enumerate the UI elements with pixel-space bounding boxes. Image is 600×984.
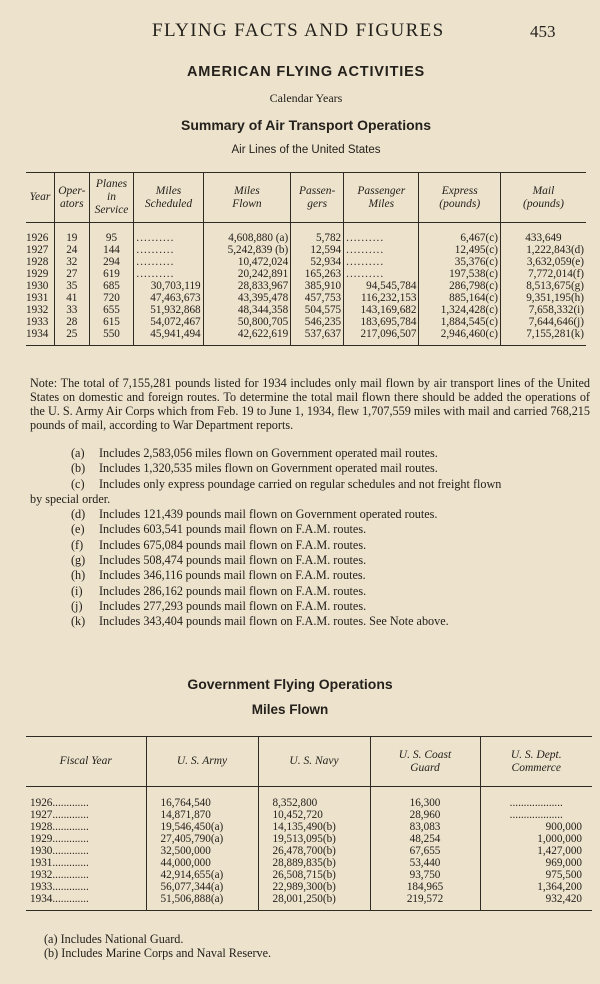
- gov-section-subtitle: Miles Flown: [251, 702, 329, 717]
- header-miles-flown: Miles Flown: [203, 173, 291, 223]
- header-mail: Mail (pounds): [500, 173, 586, 223]
- table-row: 1932 33 655 51,932,868 48,344,358 504,575 143,169,682 1,324,428(c) 7,658,332(i): [26, 303, 584, 316]
- mail-note: [30, 376, 590, 432]
- header-passengers: Passen- gers: [291, 173, 344, 223]
- header-year: Year: [26, 173, 55, 223]
- footnote: (j) Includes 277,293 pounds mail flown on F.A.M. routes.: [71, 598, 367, 613]
- subtitle: Calendar Years: [269, 91, 343, 105]
- table-row: 1934 25 550 45,941,494 42,622,619 537,637 217,096,507 2,946,460(c) 7,155,281(k): [26, 328, 586, 346]
- note-label: Note:: [30, 376, 58, 390]
- gov-table-footnotes: [44, 932, 271, 960]
- table-row: 1929 27 619 .......... 20,242,891 165,263 .......... 197,538(c) 7,772,014(f): [26, 267, 584, 280]
- table-row: 1930 35 685 30,703,119 28,833,967 385,910 94,545,784 286,798(c) 8,513,675(g): [26, 279, 584, 292]
- main-title: AMERICAN FLYING ACTIVITIES: [186, 64, 426, 80]
- table-row: 1933............. 56,077,344(a) 22,989,300(b) 184,965 1,364,200: [26, 881, 592, 893]
- table-row: 1929............. 27,405,790(a) 19,513,095(b) 48,254 1,000,000: [26, 833, 592, 845]
- header-army: U. S. Army: [146, 737, 258, 787]
- table-row: 1931 41 720 47,463,673 43,395,478 457,753 116,232,153 885,164(c) 9,351,195(h): [26, 291, 584, 304]
- footnote: (k) Includes 343,404 pounds mail flown on F.A.M. routes. See Note above.: [71, 614, 449, 629]
- footnote: (g) Includes 508,474 pounds mail flown on F.A.M. routes.: [71, 553, 367, 568]
- header-commerce: U. S. Dept. Commerce: [480, 737, 592, 787]
- footnote: (f) Includes 675,084 pounds mail flown on F.A.M. routes.: [71, 537, 367, 552]
- government-flying-table: [26, 736, 592, 911]
- footnote: (b) Includes Marine Corps and Naval Reserve.: [44, 946, 272, 960]
- section-title: Summary of Air Transport Operations: [181, 117, 431, 133]
- page-number: 453: [530, 22, 556, 41]
- footnote: (a) Includes 2,583,056 miles flown on Government operated mail routes.: [71, 446, 438, 460]
- footnote: (e) Includes 603,541 pounds mail flown on F.A.M. routes.: [71, 522, 367, 537]
- table-row: 1928............. 19,546,450(a) 14,135,490(b) 83,083 900,000: [26, 821, 592, 833]
- air-transport-table: [26, 172, 586, 346]
- table-row: 1934............. 51,506,888(a) 28,001,250(b) 219,572 932,420: [26, 893, 592, 911]
- header-navy: U. S. Navy: [258, 737, 370, 787]
- table-row: 1926............. 16,764,540 8,352,800 16,300 ...................: [26, 797, 592, 809]
- header-express: Express (pounds): [419, 173, 500, 223]
- table-row: 1928 32 294 .......... 10,472,024 52,934 .......... 35,376(c) 3,632,059(e): [26, 255, 584, 268]
- header-passenger-miles: Passenger Miles: [344, 173, 419, 223]
- footnote: (d) Includes 121,439 pounds mail flown on Government operated routes.: [71, 507, 438, 522]
- header-fiscal-year: Fiscal Year: [26, 737, 146, 787]
- air-table-footnotes: [30, 446, 590, 630]
- air-table-header-row: [26, 173, 586, 223]
- table-row: 1926 19 95 .......... 4,608,880 (a) 5,782 .......... 6,467(c) 433,649: [26, 232, 586, 244]
- header-miles-scheduled: Miles Scheduled: [134, 173, 203, 223]
- table-row: 1932............. 42,914,655(a) 26,508,715(b) 93,750 975,500: [26, 869, 592, 881]
- footnote: (h) Includes 346,116 pounds mail flown on F.A.M. routes.: [71, 568, 366, 583]
- footnote: (b) Includes 1,320,535 miles flown on Government operated mail routes.: [71, 461, 438, 476]
- footnote: (a) Includes National Guard.: [44, 932, 184, 946]
- section-subtitle: Air Lines of the United States: [231, 144, 381, 156]
- note-text: The total of 7,155,281 pounds listed for 1934 includes only mail flown by air transport lines of the United States on domestic and foreign routes. To determine the total mail flown there should be added the operations of the U. S. Army Air Corps which from Feb. 19 to June 1, 1934, flew 1,707,559 miles with mail and carried 768,215 pounds of mail, according to War Department reports.: [30, 376, 591, 432]
- footnote: (i) Includes 286,162 pounds mail flown on F.A.M. routes.: [71, 583, 367, 598]
- header-operators: Oper- ators: [55, 173, 90, 223]
- running-head: FLYING FACTS AND FIGURES: [152, 20, 445, 41]
- gov-table-header-row: [26, 737, 592, 787]
- table-row: 1930............. 32,500,000 26,478,700(b) 67,655 1,427,000: [26, 845, 592, 857]
- footnote: (c) Includes only express poundage carried on regular schedules and not freight flown by special order.: [30, 476, 502, 506]
- table-row: 1927............. 14,871,870 10,452,720 28,960 ...................: [26, 809, 592, 821]
- gov-section-title: Government Flying Operations: [187, 676, 393, 692]
- header-coast-guard: U. S. Coast Guard: [370, 737, 480, 787]
- table-row: 1927 24 144 .......... 5,242,839 (b) 12,594 .......... 12,495(c) 1,222,843(d): [26, 243, 584, 256]
- header-planes: Planes in Service: [89, 173, 134, 223]
- table-row: 1931............. 44,000,000 28,889,835(b) 53,440 969,000: [26, 857, 592, 869]
- table-row: 1933 28 615 54,072,467 50,800,705 546,235 183,695,784 1,884,545(c) 7,644,646(j): [26, 315, 584, 328]
